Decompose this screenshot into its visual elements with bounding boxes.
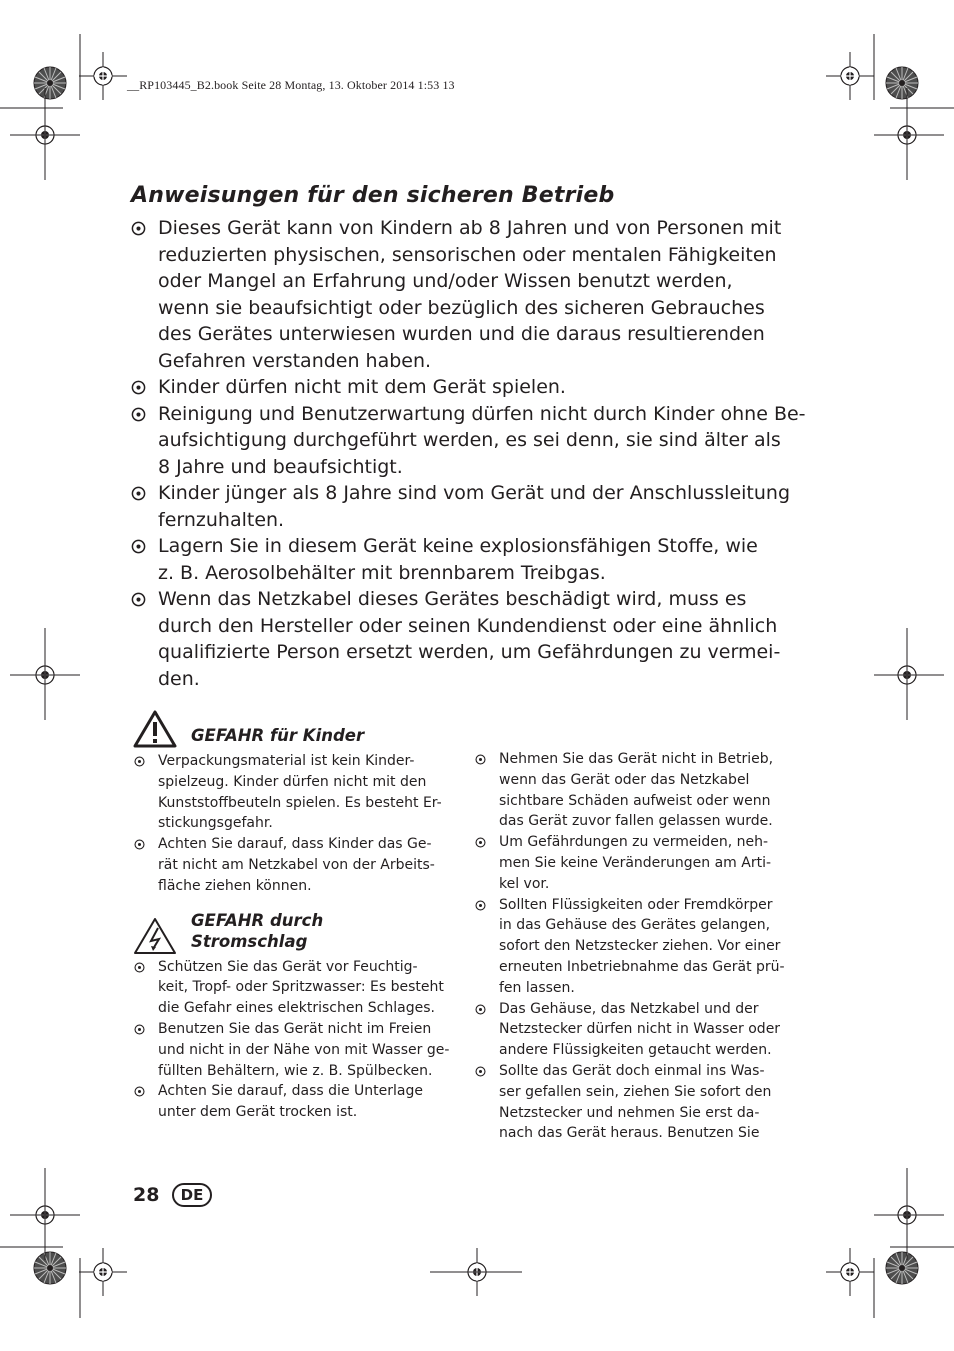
list-item-line: sichtbare Schäden aufweist oder wenn — [499, 792, 771, 809]
list-item-line: unter dem Gerät trocken ist. — [158, 1104, 358, 1121]
circled-dot-bullet-icon — [131, 486, 146, 501]
list-item-line: sofort den Netzstecker ziehen. Vor einer — [499, 938, 781, 955]
circled-dot-bullet-icon — [131, 380, 146, 395]
list-item-line: durch den Hersteller oder seinen Kundendienst oder eine ähnlich — [158, 614, 778, 637]
list-item-line: Benutzen Sie das Gerät nicht im Freien — [158, 1020, 432, 1037]
right-column-item — [472, 832, 797, 894]
circled-dot-bullet-icon — [134, 1024, 145, 1035]
list-item-line: Das Gehäuse, das Netzkabel und der — [499, 1000, 759, 1017]
list-item-line: füllten Behältern, wie z. B. Spülbecken. — [158, 1062, 433, 1079]
list-item-line: erneuten Inbetriebnahme das Gerät prü- — [499, 958, 785, 975]
warning-shock-list — [131, 957, 456, 1123]
list-item-line: Kinder jünger als 8 Jahre sind vom Gerät und der Anschlussleitung — [158, 482, 791, 504]
circled-dot-bullet-icon — [475, 1004, 486, 1015]
list-item-line: des Gerätes unterwiesen wurden und die daraus resultierenden — [158, 323, 765, 345]
warning-children-title: GEFAHR für Kinder — [191, 726, 365, 745]
list-item-line: Sollte das Gerät doch einmal ins Was- — [499, 1062, 765, 1079]
list-item-line: aufsichtigung durchgeführt werden, es sei denn, sie sind älter als — [158, 429, 781, 451]
list-item-line: Netzstecker und nehmen Sie erst da- — [499, 1104, 760, 1121]
list-item-line: stickungsgefahr. — [158, 815, 273, 832]
list-item-line: fen lassen. — [499, 979, 575, 996]
list-item-line: kel vor. — [499, 875, 550, 892]
list-item-line: oder Mangel an Erfahrung und/oder Wissen benutzt werden, — [158, 270, 733, 292]
warning-children-item — [131, 834, 456, 896]
list-item-line: Kunststoffbeuteln spielen. Es besteht Er- — [158, 794, 442, 811]
warning-shock-title-line2: Stromschlag — [191, 931, 308, 951]
circled-dot-bullet-icon — [475, 754, 486, 765]
list-item-line: Reinigung und Benutzerwartung dürfen nicht durch Kinder ohne Be- — [158, 402, 806, 425]
warning-triangle-icon — [133, 710, 177, 748]
right-column-item — [472, 749, 797, 832]
list-item-line: nach das Gerät heraus. Benutzen Sie — [499, 1125, 760, 1142]
circled-dot-bullet-icon — [134, 839, 145, 850]
safety-instruction-item — [131, 586, 811, 692]
list-item-line: Gefahren verstanden haben. — [158, 349, 432, 372]
electric-shock-warning-icon — [133, 917, 177, 955]
list-item-line: wenn das Gerät oder das Netzkabel — [499, 771, 750, 788]
list-item-line: andere Flüssigkeiten getaucht werden. — [499, 1042, 772, 1059]
safety-instruction-item — [131, 215, 811, 374]
circled-dot-bullet-icon — [475, 1066, 486, 1077]
list-item-line: Kinder dürfen nicht mit dem Gerät spielen. — [158, 376, 566, 398]
list-item-line: reduzierten physischen, sensorischen oder mentalen Fähigkeiten — [158, 243, 777, 266]
warning-shock-title-line1: GEFAHR durch — [191, 910, 324, 930]
section-title: Anweisungen für den sicheren Betrieb — [131, 183, 615, 208]
list-item-line: Wenn das Netzkabel dieses Gerätes beschädigt wird, muss es — [158, 588, 747, 610]
circled-dot-bullet-icon — [134, 1086, 145, 1097]
list-item-line: das Gerät zuvor fallen gelassen wurde. — [499, 813, 773, 830]
right-column-item — [472, 895, 797, 999]
list-item-line: rät nicht am Netzkabel von der Arbeits- — [158, 856, 435, 873]
warning-children-header — [131, 712, 456, 754]
safety-instruction-item — [131, 480, 811, 533]
warning-shock-header — [131, 907, 456, 957]
warning-children-item — [131, 751, 456, 834]
safety-instruction-item — [131, 401, 811, 481]
warning-shock-item — [131, 1081, 456, 1123]
list-item-line: Netzstecker dürfen nicht in Wasser oder — [499, 1021, 781, 1038]
language-badge: DE — [172, 1183, 212, 1207]
circled-dot-bullet-icon — [134, 756, 145, 767]
list-item-line: den. — [158, 667, 200, 690]
list-item-line: z. B. Aerosolbehälter mit brennbarem Treibgas. — [158, 561, 606, 584]
list-item-line: Verpackungsmaterial ist kein Kinder- — [158, 753, 415, 769]
safety-instruction-item — [131, 533, 811, 586]
circled-dot-bullet-icon — [131, 592, 146, 607]
list-item-line: Nehmen Sie das Gerät nicht in Betrieb, — [499, 751, 774, 767]
right-column-item — [472, 1061, 797, 1144]
print-header: __RP103445_B2.book Seite 28 Montag, 13. Oktober 2014 1:53 13 — [127, 78, 455, 92]
list-item-line: qualifizierte Person ersetzt werden, um Gefährdungen zu vermei- — [158, 641, 781, 663]
list-item-line: men Sie keine Veränderungen am Arti- — [499, 854, 772, 871]
circled-dot-bullet-icon — [131, 539, 146, 554]
list-item-line: spielzeug. Kinder dürfen nicht mit den — [158, 773, 427, 790]
circled-dot-bullet-icon — [475, 900, 486, 911]
list-item-line: wenn sie beaufsichtigt oder bezüglich des sicheren Gebrauches — [158, 296, 765, 319]
warning-children-list — [131, 751, 456, 897]
list-item-line: fläche ziehen können. — [158, 877, 312, 894]
list-item-line: 8 Jahre und beaufsichtigt. — [158, 455, 403, 478]
circled-dot-bullet-icon — [475, 837, 486, 848]
safety-instruction-item — [131, 374, 811, 401]
list-item-line: ser gefallen sein, ziehen Sie sofort den — [499, 1083, 772, 1100]
right-column-item — [472, 999, 797, 1061]
right-column — [472, 749, 797, 1144]
warning-shock-item — [131, 1019, 456, 1081]
list-item-line: Um Gefährdungen zu vermeiden, neh- — [499, 834, 769, 851]
list-item-line: Sollten Flüssigkeiten oder Fremdkörper — [499, 896, 773, 913]
list-item-line: und nicht in der Nähe von mit Wasser ge- — [158, 1041, 450, 1058]
list-item-line: fernzuhalten. — [158, 508, 285, 531]
list-item-line: Achten Sie darauf, dass Kinder das Ge- — [158, 836, 432, 853]
list-item-line: Schützen Sie das Gerät vor Feuchtig- — [158, 958, 418, 975]
circled-dot-bullet-icon — [131, 221, 146, 236]
warning-shock-item — [131, 957, 456, 1019]
circled-dot-bullet-icon — [134, 962, 145, 973]
list-item-line: Achten Sie darauf, dass die Unterlage — [158, 1083, 423, 1100]
list-item-line: die Gefahr eines elektrischen Schlages. — [158, 1000, 435, 1017]
right-column-list — [472, 749, 797, 1144]
circled-dot-bullet-icon — [131, 407, 146, 422]
list-item-line: Dieses Gerät kann von Kindern ab 8 Jahren und von Personen mit — [158, 217, 782, 239]
list-item-line: Lagern Sie in diesem Gerät keine explosionsfähigen Stoffe, wie — [158, 535, 758, 557]
safety-instructions-list — [131, 215, 811, 692]
page-number: 28 — [133, 1184, 160, 1206]
list-item-line: keit, Tropf- oder Spritzwasser: Es besteht — [158, 979, 444, 996]
left-column — [131, 712, 456, 1123]
list-item-line: in das Gehäuse des Gerätes gelangen, — [499, 917, 771, 934]
